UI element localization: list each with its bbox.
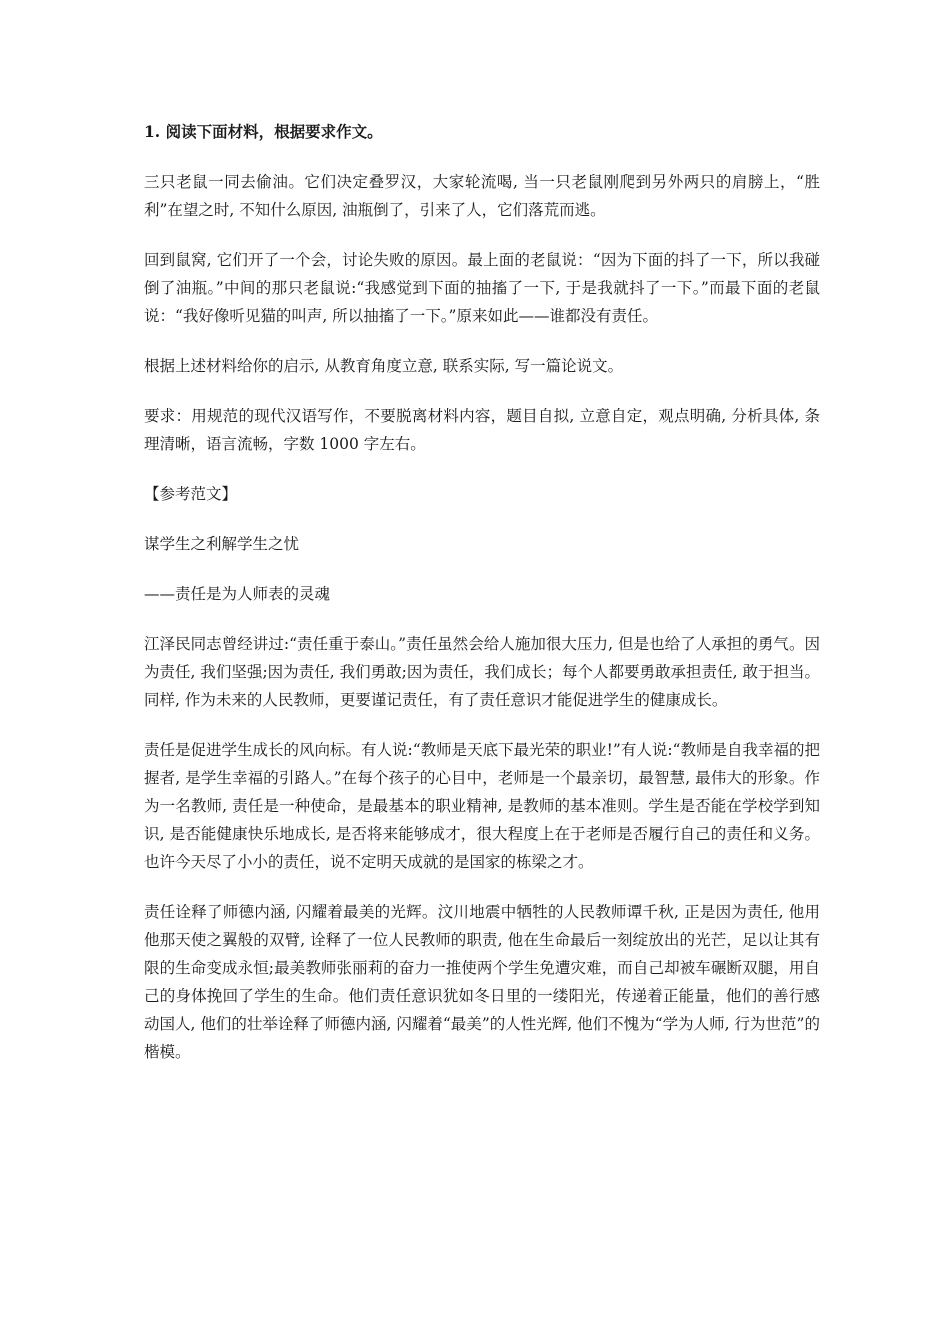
essay-title: 谋学生之利解学生之忧 — [144, 535, 300, 553]
reference-label: 【参考范文】 — [144, 485, 238, 503]
prompt-paragraph: 根据上述材料给你的启示, 从教育角度立意, 联系实际, 写一篇论说文。 — [144, 357, 624, 375]
question-heading: 1. 阅读下面材料，根据要求作文。 — [144, 122, 383, 141]
requirements-paragraph: 要求：用规范的现代汉语写作，不要脱离材料内容，题目自拟, 立意自定，观点明确, 分析具体, 条理清晰，语言流畅，字数 1000 字左右。 — [144, 407, 820, 453]
material-paragraph-1: 三只老鼠一同去偷油。它们决定叠罗汉，大家轮流喝, 当一只老鼠刚爬到另外两只的肩膀上，“胜利”在望之时, 不知什么原因, 油瓶倒了，引来了人，它们落荒而逃。 — [144, 173, 820, 219]
essay-paragraph-2: 责任是促进学生成长的风向标。有人说:“教师是天底下最光荣的职业!”有人说:“教师是自我幸福的把握者, 是学生幸福的引路人。”在每个孩子的心目中，老师是一个最亲切，最智慧, 最伟大的形象。作为一名教师, 责任是一种使命，是最基本的职业精神, 是教师的基本准则。学生是否能在学校学到知识, 是否能健康快乐地成长, 是否将来能够成才，很大程度上在于老师是否履行自己的责任和义务。也许今天尽了小小的责任，说不定明天成就的是国家的栋梁之才。 — [144, 741, 820, 871]
essay-subtitle: ——责任是为人师表的灵魂 — [144, 585, 331, 603]
essay-paragraph-1: 江泽民同志曾经讲过:“责任重于泰山。”责任虽然会给人施加很大压力, 但是也给了人承担的勇气。因为责任, 我们坚强;因为责任, 我们勇敢;因为责任，我们成长；每个人都要勇敢承担责任, 敢于担当。同样, 作为未来的人民教师，更要谨记责任，有了责任意识才能促进学生的健康成长。 — [144, 635, 820, 709]
essay-paragraph-3: 责任诠释了师德内涵, 闪耀着最美的光辉。汶川地震中牺牲的人民教师谭千秋, 正是因为责任, 他用他那天使之翼般的双臂, 诠释了一位人民教师的职责, 他在生命最后一刻绽放出的光芒，足以让其有限的生命变成永恒;最美教师张丽莉的奋力一推使两个学生免遭灾难，而自己却被车碾断双腿，用自己的身体挽回了学生的生命。他们责任意识犹如冬日里的一缕阳光，传递着正能量，他们的善行感动国人, 他们的壮举诠释了师德内涵, 闪耀着“最美”的人性光辉, 他们不愧为“学为人师, 行为世范”的楷模。 — [144, 903, 820, 1061]
document-page — [144, 118, 820, 1088]
material-paragraph-2: 回到鼠窝, 它们开了一个会，讨论失败的原因。最上面的老鼠说：“因为下面的抖了一下，所以我碰倒了油瓶。”中间的那只老鼠说:“我感觉到下面的抽搐了一下, 于是我就抖了一下。”而最下面的老鼠说：“我好像听见猫的叫声, 所以抽搐了一下。”原来如此——谁都没有责任。 — [144, 251, 820, 325]
